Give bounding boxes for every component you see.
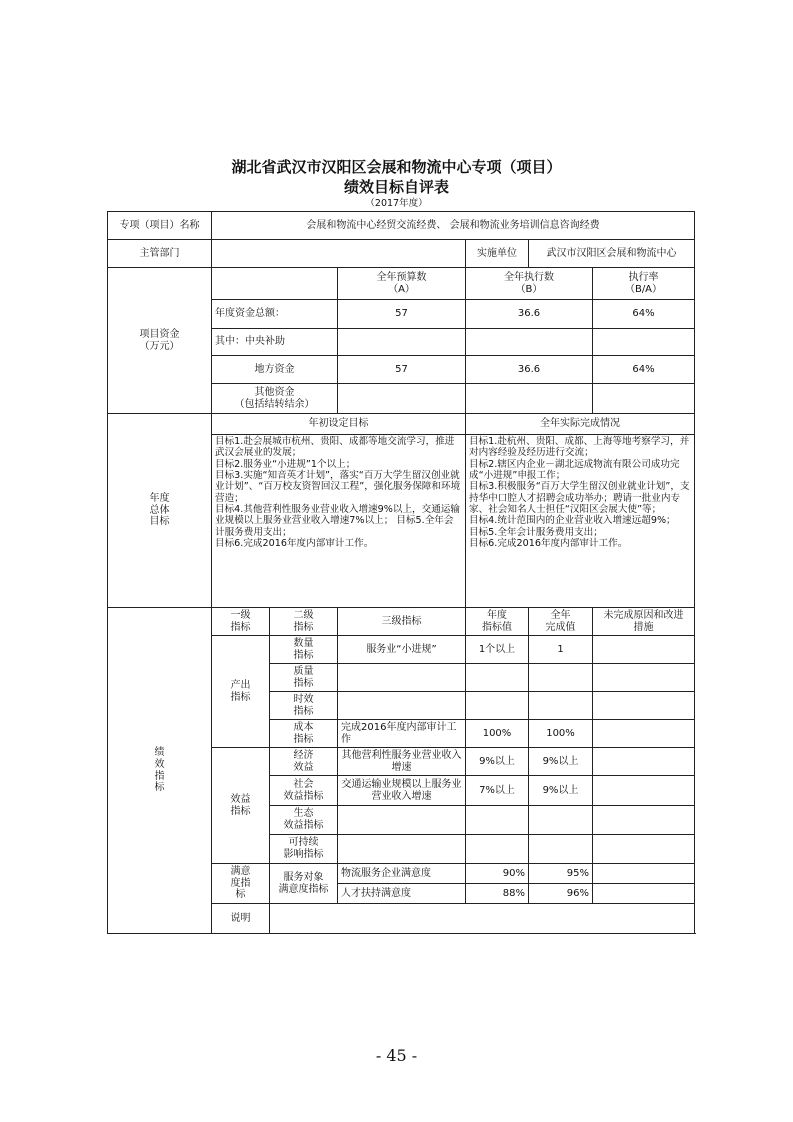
page-number: - 45 - [375, 1046, 418, 1065]
col-target: 年度 指标值 [466, 608, 529, 636]
satisfaction-level2: 服务对象 满意度指标 [270, 864, 338, 904]
planned-goals-text: 目标1.赴会展城市杭州、贵阳、成都等地交流学习，推进武汉会展业的发展； 目标2.服务业“小进规”1个以上； 目标3.实施“知音英才计划”，落实“百万大学生留汉创业就业计划”、“百万校友资智回汉工程”，强化服务保障和环境营造； 目标4.其他营利性服务业营业收入增速9%以上，交通运输业规模以上服务业营业收入增速7%以上； 目标5.全年会计服务费用支出； 目标6.完成2016年度内部审计工作。 [212, 435, 466, 608]
actual-goals-header: 全年实际完成情况 [466, 414, 695, 435]
table-row: 产出 指标 数量 指标 服务业“小进规” 1个以上 1 [108, 636, 695, 664]
table-row: 成本 指标 完成2016年度内部审计工作 100% 100% [108, 720, 695, 748]
funds-col-executed: 全年执行数 （B） [466, 268, 593, 300]
notes-value [270, 904, 695, 934]
project-name-label: 专项（项目）名称 [108, 212, 212, 240]
satisfaction-indicators-group: 满意 度指 标 [212, 864, 270, 904]
funds-row: 地方资金 57 36.6 64% [108, 356, 695, 384]
col-level1: 一级 指标 [212, 608, 270, 636]
funds-row: 其他资金 （包括结转结余） [108, 384, 695, 414]
table-row: 质量 指标 [108, 664, 695, 692]
document-subtitle: 绩效目标自评表 [343, 178, 449, 196]
funds-col-rate: 执行率 （B/A） [593, 268, 695, 300]
col-level2: 二级 指标 [270, 608, 338, 636]
table-row: 效益 指标 经济 效益 其他营利性服务业营业收入增速 9%以上 9%以上 [108, 748, 695, 776]
funds-col-budget: 全年预算数 （A） [338, 268, 466, 300]
col-reason: 未完成原因和改进 措施 [593, 608, 695, 636]
funds-row: 其中：中央补助 [108, 329, 695, 356]
table-row: 可持续 影响指标 [108, 835, 695, 864]
actual-goals-text: 目标1.赴杭州、贵阳、成都、上海等地考察学习，并对内容经验及经历进行交流； 目标2.辖区内企业－湖北远成物流有限公司成功完成“小进规”申报工作； 目标3.积极服务“百万大学生留汉创业就业计划”，支持华中口腔人才招聘会成功举办；聘请一批业内专家、社会知名人士担任“汉阳区会展大使”等； 目标4.统计范围内的企业营业收入增速远超9%； 目标5.全年会计服务费用支出； 目标6.完成2016年度内部审计工作。 [466, 435, 695, 608]
table-row: 时效 指标 [108, 692, 695, 720]
impl-unit-label: 实施单位 [466, 240, 529, 268]
col-actual: 全年 完成值 [529, 608, 593, 636]
project-name-value: 会展和物流中心经贸交流经费、 会展和物流业务培训信息咨询经费 [212, 212, 695, 240]
table-row: 生态 效益指标 [108, 806, 695, 835]
funds-row: 年度资金总额： 57 36.6 64% [108, 300, 695, 329]
funds-label: 项目资金 （万元） [108, 268, 212, 414]
impl-unit-value: 武汉市汉阳区会展和物流中心 [529, 240, 695, 268]
table-row: 满意 度指 标 服务对象 满意度指标 物流服务企业满意度 90% 95% [108, 864, 695, 884]
goals-label: 年度 总体 目标 [108, 414, 212, 608]
notes-label: 说明 [212, 904, 270, 934]
document-title: 湖北省武汉市汉阳区会展和物流中心专项（项目） [231, 158, 562, 176]
evaluation-table [107, 211, 695, 934]
dept-label: 主管部门 [108, 240, 212, 268]
indicators-label: 绩 效 指 标 [108, 608, 212, 934]
dept-value [212, 240, 466, 268]
col-level3: 三级指标 [338, 608, 466, 636]
planned-goals-header: 年初设定目标 [212, 414, 466, 435]
year-note: （2017年度） [365, 198, 428, 209]
output-indicators-group: 产出 指标 [212, 636, 270, 748]
table-row: 社会 效益指标 交通运输业规模以上服务业营业收入增速 7%以上 9%以上 [108, 776, 695, 806]
table-row: 人才扶持满意度 88% 96% [108, 884, 695, 904]
benefit-indicators-group: 效益 指标 [212, 748, 270, 864]
